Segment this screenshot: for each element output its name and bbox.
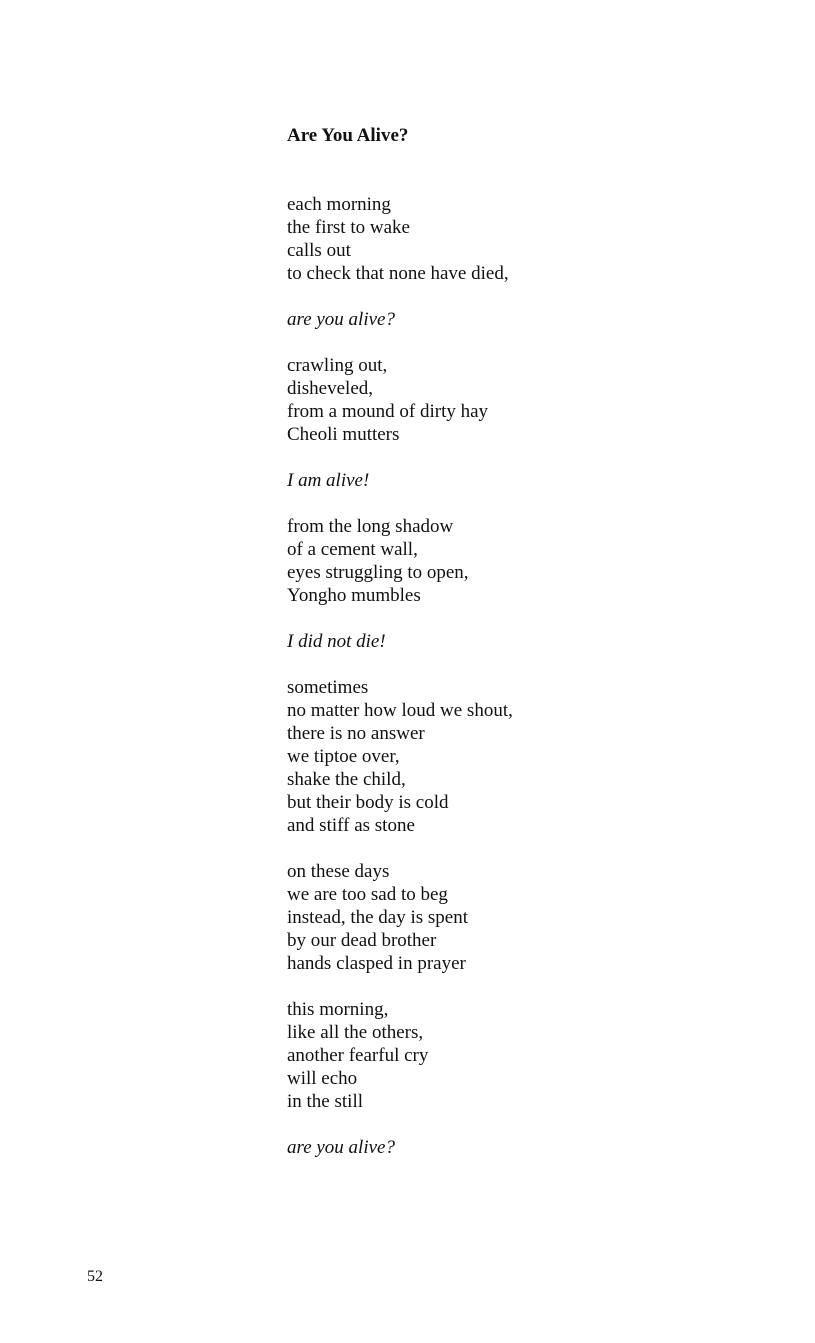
poem-line: but their body is cold: [287, 792, 449, 813]
stanza: [287, 998, 513, 1113]
stanza-refrain: [287, 1136, 513, 1159]
stanza-refrain: [287, 630, 513, 653]
poem-line: we are too sad to beg: [287, 884, 448, 905]
poem-line: to check that none have died,: [287, 263, 509, 284]
poem-line: are you alive?: [287, 1137, 395, 1158]
poem-line: we tiptoe over,: [287, 746, 400, 767]
poem-line: eyes struggling to open,: [287, 562, 469, 583]
poem-line: this morning,: [287, 999, 389, 1020]
page-number: 52: [87, 1268, 103, 1285]
stanza: [287, 515, 513, 607]
poem-line: in the still: [287, 1091, 363, 1112]
poem-line: crawling out,: [287, 355, 388, 376]
poem-line: instead, the day is spent: [287, 907, 468, 928]
poem-line: calls out: [287, 240, 351, 261]
stanza: [287, 676, 513, 837]
stanza: [287, 860, 513, 975]
poem-line: shake the child,: [287, 769, 406, 790]
poem-body: [287, 193, 513, 1182]
poem-line: on these days: [287, 861, 390, 882]
stanza-refrain: [287, 308, 513, 331]
poem-line: I did not die!: [287, 631, 386, 652]
poem-line: no matter how loud we shout,: [287, 700, 513, 721]
poem-line: will echo: [287, 1068, 358, 1089]
poem-line: like all the others,: [287, 1022, 424, 1043]
poem-line: of a cement wall,: [287, 539, 418, 560]
poem-line: there is no answer: [287, 723, 425, 744]
poem-line: Yongho mumbles: [287, 585, 421, 606]
stanza: [287, 193, 513, 285]
poem-line: another fearful cry: [287, 1045, 429, 1066]
poem-line: from the long shadow: [287, 516, 454, 537]
stanza-refrain: [287, 469, 513, 492]
poem-line: from a mound of dirty hay: [287, 401, 489, 422]
poem-line: disheveled,: [287, 378, 374, 399]
stanza: [287, 354, 513, 446]
poem-line: by our dead brother: [287, 930, 437, 951]
poem-line: the first to wake: [287, 217, 410, 238]
poem-line: sometimes: [287, 677, 369, 698]
poem-title: Are You Alive?: [287, 125, 409, 146]
poem-line: are you alive?: [287, 309, 395, 330]
poem-line: hands clasped in prayer: [287, 953, 466, 974]
poem-line: I am alive!: [287, 470, 370, 491]
poem-line: Cheoli mutters: [287, 424, 400, 445]
poem-line: and stiff as stone: [287, 815, 415, 836]
poem-line: each morning: [287, 194, 391, 215]
